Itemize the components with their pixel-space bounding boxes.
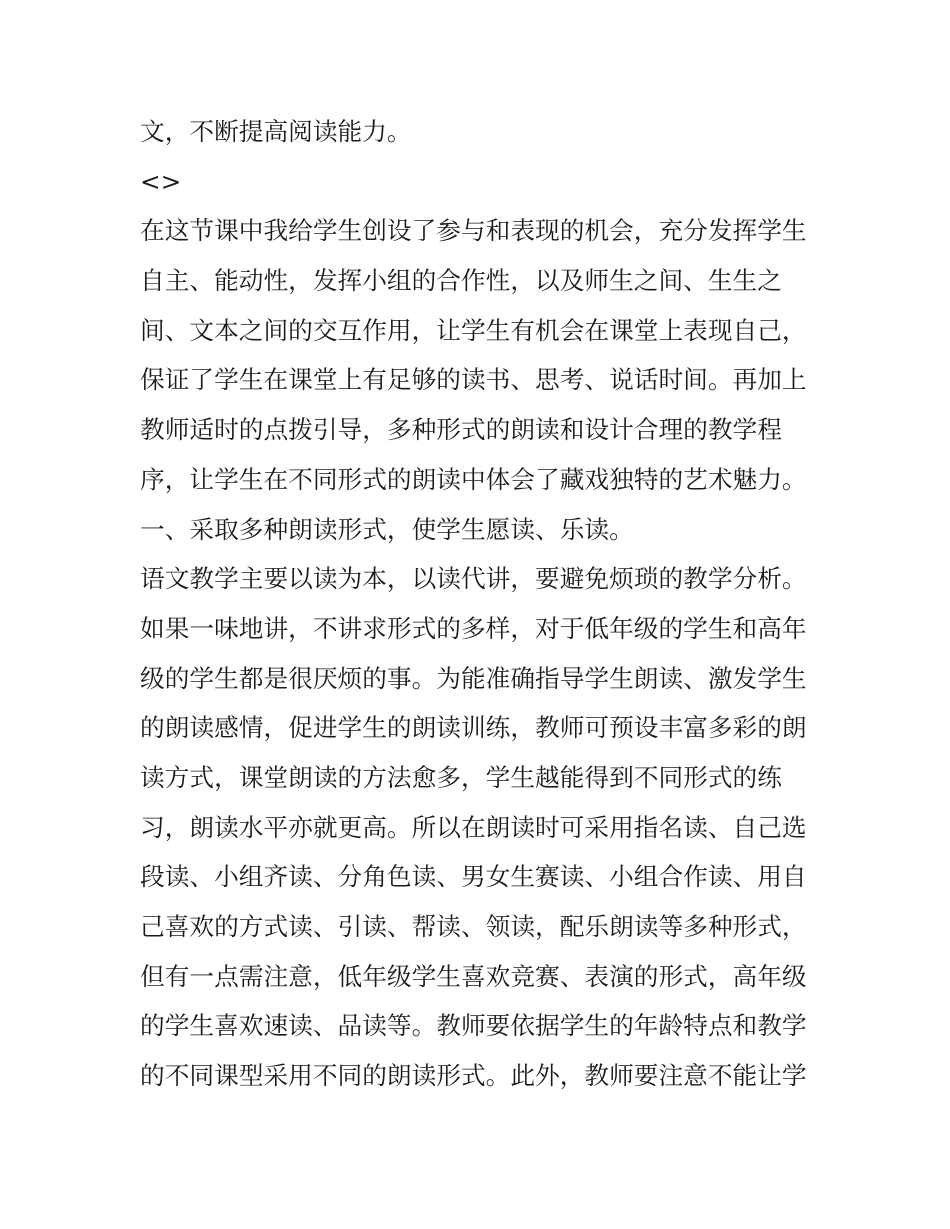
text-line: 自主、能动性，发挥小组的合作性，以及师生之间、生生之 bbox=[140, 266, 782, 296]
text-line: 间、文本之间的交互作用，让学生有机会在课堂上表现自己， bbox=[140, 315, 807, 345]
text-line: 段读、小组齐读、分角色读、男女生赛读、小组合作读、用自 bbox=[140, 862, 807, 892]
section-heading: 一、采取多种朗读形式，使学生愿读、乐读。 bbox=[140, 514, 634, 544]
text-line: 己喜欢的方式读、引读、帮读、领读，配乐朗读等多种形式， bbox=[140, 912, 807, 941]
body-text bbox=[140, 107, 830, 1101]
text-line: 的朗读感情，促进学生的朗读训练，教师可预设丰富多彩的朗 bbox=[140, 713, 807, 743]
text-line: 读方式，课堂朗读的方法愈多，学生越能得到不同形式的练 bbox=[140, 762, 782, 792]
text-line: 的学生喜欢速读、品读等。教师要依据学生的年龄特点和教学 bbox=[140, 1011, 807, 1041]
text-line: <> bbox=[140, 166, 182, 196]
text-line: 保证了学生在课堂上有足够的读书、思考、说话时间。再加上 bbox=[140, 365, 807, 395]
text-line: 教师适时的点拨引导，多种形式的朗读和设计合理的教学程 bbox=[140, 415, 782, 445]
text-line: 文，不断提高阅读能力。 bbox=[140, 117, 412, 146]
text-line: 在这节课中我给学生创设了参与和表现的机会，充分发挥学生 bbox=[140, 216, 807, 246]
text-line: 习，朗读水平亦就更高。所以在朗读时可采用指名读、自己选 bbox=[140, 812, 807, 842]
text-line: 语文教学主要以读为本，以读代讲，要避免烦琐的教学分析。 bbox=[140, 564, 807, 594]
text-line: 但有一点需注意，低年级学生喜欢竞赛、表演的形式，高年级 bbox=[140, 961, 807, 991]
text-line: 的不同课型采用不同的朗读形式。此外，教师要注意不能让学 bbox=[140, 1061, 807, 1091]
text-line: 级的学生都是很厌烦的事。为能准确指导学生朗读、激发学生 bbox=[140, 663, 807, 693]
text-line: 如果一味地讲，不讲求形式的多样，对于低年级的学生和高年 bbox=[140, 613, 807, 643]
text-line: 序，让学生在不同形式的朗读中体会了藏戏独特的艺术魅力。 bbox=[140, 464, 807, 494]
